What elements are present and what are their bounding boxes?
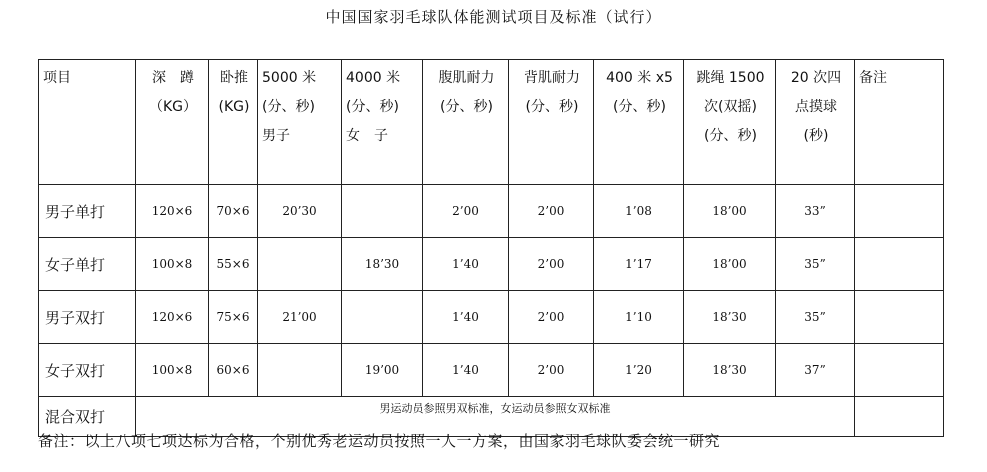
header-jump-rope: 跳绳 1500 次(双摇) (分、秒): [684, 60, 776, 185]
cell-touch-ball: 33”: [776, 185, 855, 238]
cell-400m: 1’17: [594, 238, 684, 291]
header-remarks: 备注: [855, 60, 944, 185]
cell-remarks: [855, 185, 944, 238]
cell-4000m: [342, 291, 423, 344]
cell-event: 女子双打: [39, 344, 136, 397]
cell-5000m: [258, 344, 342, 397]
cell-remarks: [855, 291, 944, 344]
cell-400m: 1’10: [594, 291, 684, 344]
cell-5000m: [258, 238, 342, 291]
cell-squat: 100×8: [136, 344, 209, 397]
cell-abdominal: 1’40: [423, 291, 509, 344]
cell-bench-press: 60×6: [209, 344, 258, 397]
cell-bench-press: 55×6: [209, 238, 258, 291]
cell-400m: 1’20: [594, 344, 684, 397]
cell-4000m: 19’00: [342, 344, 423, 397]
header-squat: 深 蹲 （KG）: [136, 60, 209, 185]
cell-bench-press: 75×6: [209, 291, 258, 344]
header-5000m: 5000 米 (分、秒) 男子: [258, 60, 342, 185]
fitness-standards-table: [38, 59, 944, 437]
cell-event: 男子双打: [39, 291, 136, 344]
cell-jump-rope: 18’00: [684, 238, 776, 291]
document-title: 中国国家羽毛球队体能测试项目及标准（试行）: [325, 8, 662, 26]
header-back-endurance: 背肌耐力 (分、秒): [509, 60, 594, 185]
cell-bench-press: 70×6: [209, 185, 258, 238]
header-abdominal-endurance: 腹肌耐力 (分、秒): [423, 60, 509, 185]
cell-abdominal: 1’40: [423, 344, 509, 397]
cell-event: 男子单打: [39, 185, 136, 238]
cell-event: 混合双打: [39, 397, 136, 437]
cell-4000m: 18’30: [342, 238, 423, 291]
header-4000m: 4000 米 (分、秒) 女 子: [342, 60, 423, 185]
cell-back: 2’00: [509, 344, 594, 397]
header-bench-press: 卧推 (KG): [209, 60, 258, 185]
cell-abdominal: 2’00: [423, 185, 509, 238]
cell-touch-ball: 35”: [776, 238, 855, 291]
cell-jump-rope: 18’30: [684, 344, 776, 397]
header-400m-x5: 400 米 x5 (分、秒): [594, 60, 684, 185]
table-row: [39, 185, 944, 238]
cell-5000m: 21’00: [258, 291, 342, 344]
cell-event: 女子单打: [39, 238, 136, 291]
cell-squat: 120×6: [136, 185, 209, 238]
header-touch-ball: 20 次四 点摸球 (秒): [776, 60, 855, 185]
cell-400m: 1’08: [594, 185, 684, 238]
mixed-doubles-note: 男运动员参照男双标准，女运动员参照女双标准: [136, 397, 855, 437]
table-row: [39, 238, 944, 291]
cell-5000m: 20’30: [258, 185, 342, 238]
table-row: [39, 344, 944, 397]
cell-touch-ball: 35”: [776, 291, 855, 344]
cell-abdominal: 1’40: [423, 238, 509, 291]
cell-jump-rope: 18’30: [684, 291, 776, 344]
cell-back: 2’00: [509, 238, 594, 291]
table-row: [39, 291, 944, 344]
cell-squat: 120×6: [136, 291, 209, 344]
cell-remarks: [855, 344, 944, 397]
cell-remarks: [855, 238, 944, 291]
cell-touch-ball: 37”: [776, 344, 855, 397]
cell-back: 2’00: [509, 291, 594, 344]
cell-back: 2’00: [509, 185, 594, 238]
cell-squat: 100×8: [136, 238, 209, 291]
cell-jump-rope: 18’00: [684, 185, 776, 238]
cell-4000m: [342, 185, 423, 238]
footer-note: 备注：以上八项七项达标为合格，个别优秀老运动员按照一人一方案，由国家羽毛球队委会统一研究: [38, 432, 721, 450]
header-row: [39, 60, 944, 185]
header-event: 项目: [39, 60, 136, 185]
